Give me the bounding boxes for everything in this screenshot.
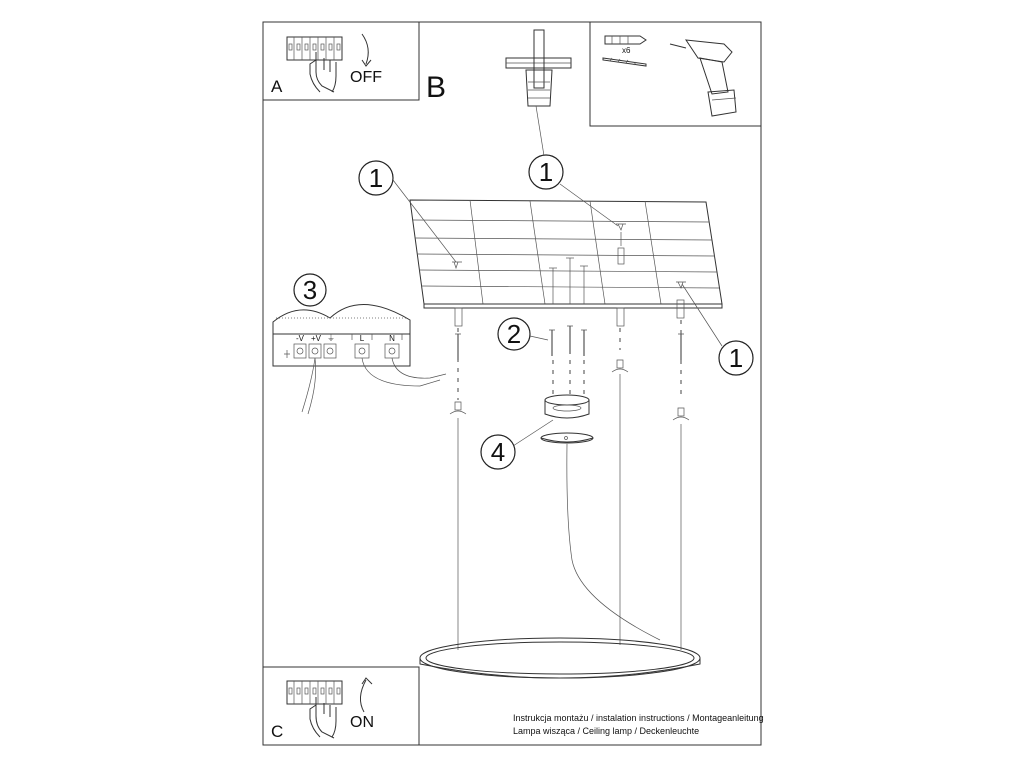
svg-text:1: 1 [368,163,384,193]
terminal-label-plus-v: +V [310,334,322,343]
terminal-label-n: N [389,334,395,343]
hand-icon [310,697,336,738]
svg-text:1: 1 [538,157,554,187]
ceiling-grid [410,200,722,308]
panel-c-letter: C [271,722,284,741]
page-frame [263,22,761,745]
callout-4 [481,420,553,469]
svg-text:3: 3 [302,275,318,305]
breaker-box-icon [287,681,342,704]
terminal-block [273,304,446,414]
terminal-label-minus-v: -V [296,334,304,343]
kit-count: x6 [622,46,631,55]
wall-plug-icon [605,36,646,44]
on-label: ON [350,714,374,731]
svg-text:2: 2 [506,319,522,349]
ring-lamp [420,638,700,678]
caption-line-2: Lampa wisząca / Ceiling lamp / Deckenleuchte [513,726,700,736]
off-label: OFF [350,69,382,86]
breaker-box-icon [287,37,342,60]
terminal-label-ground: ⏚ [327,334,335,343]
panel-b-letter: B [426,71,447,104]
svg-text:1: 1 [728,343,744,373]
power-cable [567,444,660,640]
panel-c [263,667,419,745]
caption-line-1: Instrukcja montażu / instalation instructions / Montageanleitung [513,713,764,723]
ceiling-anchors [452,224,686,304]
screw-icon [603,58,646,66]
callout-1-top [529,155,618,226]
hand-icon [310,52,336,92]
screws [455,326,684,360]
callout-1-right [682,284,753,375]
callout-2 [498,318,548,350]
drill-icon [670,40,736,116]
suspension-cables [458,374,681,650]
panel-a [263,22,419,100]
svg-text:4: 4 [490,437,506,467]
anchor-detail [506,30,571,162]
tools-panel [590,22,761,126]
ground-icon [284,350,290,358]
mains-wires [362,358,446,386]
panel-a-letter: A [271,77,283,96]
terminal-label-l: L [359,334,365,343]
arrow-down-icon [362,34,371,66]
callout-3 [294,274,326,306]
arrow-up-icon [360,678,372,712]
callout-1-left [359,161,456,262]
canopy [541,395,593,443]
